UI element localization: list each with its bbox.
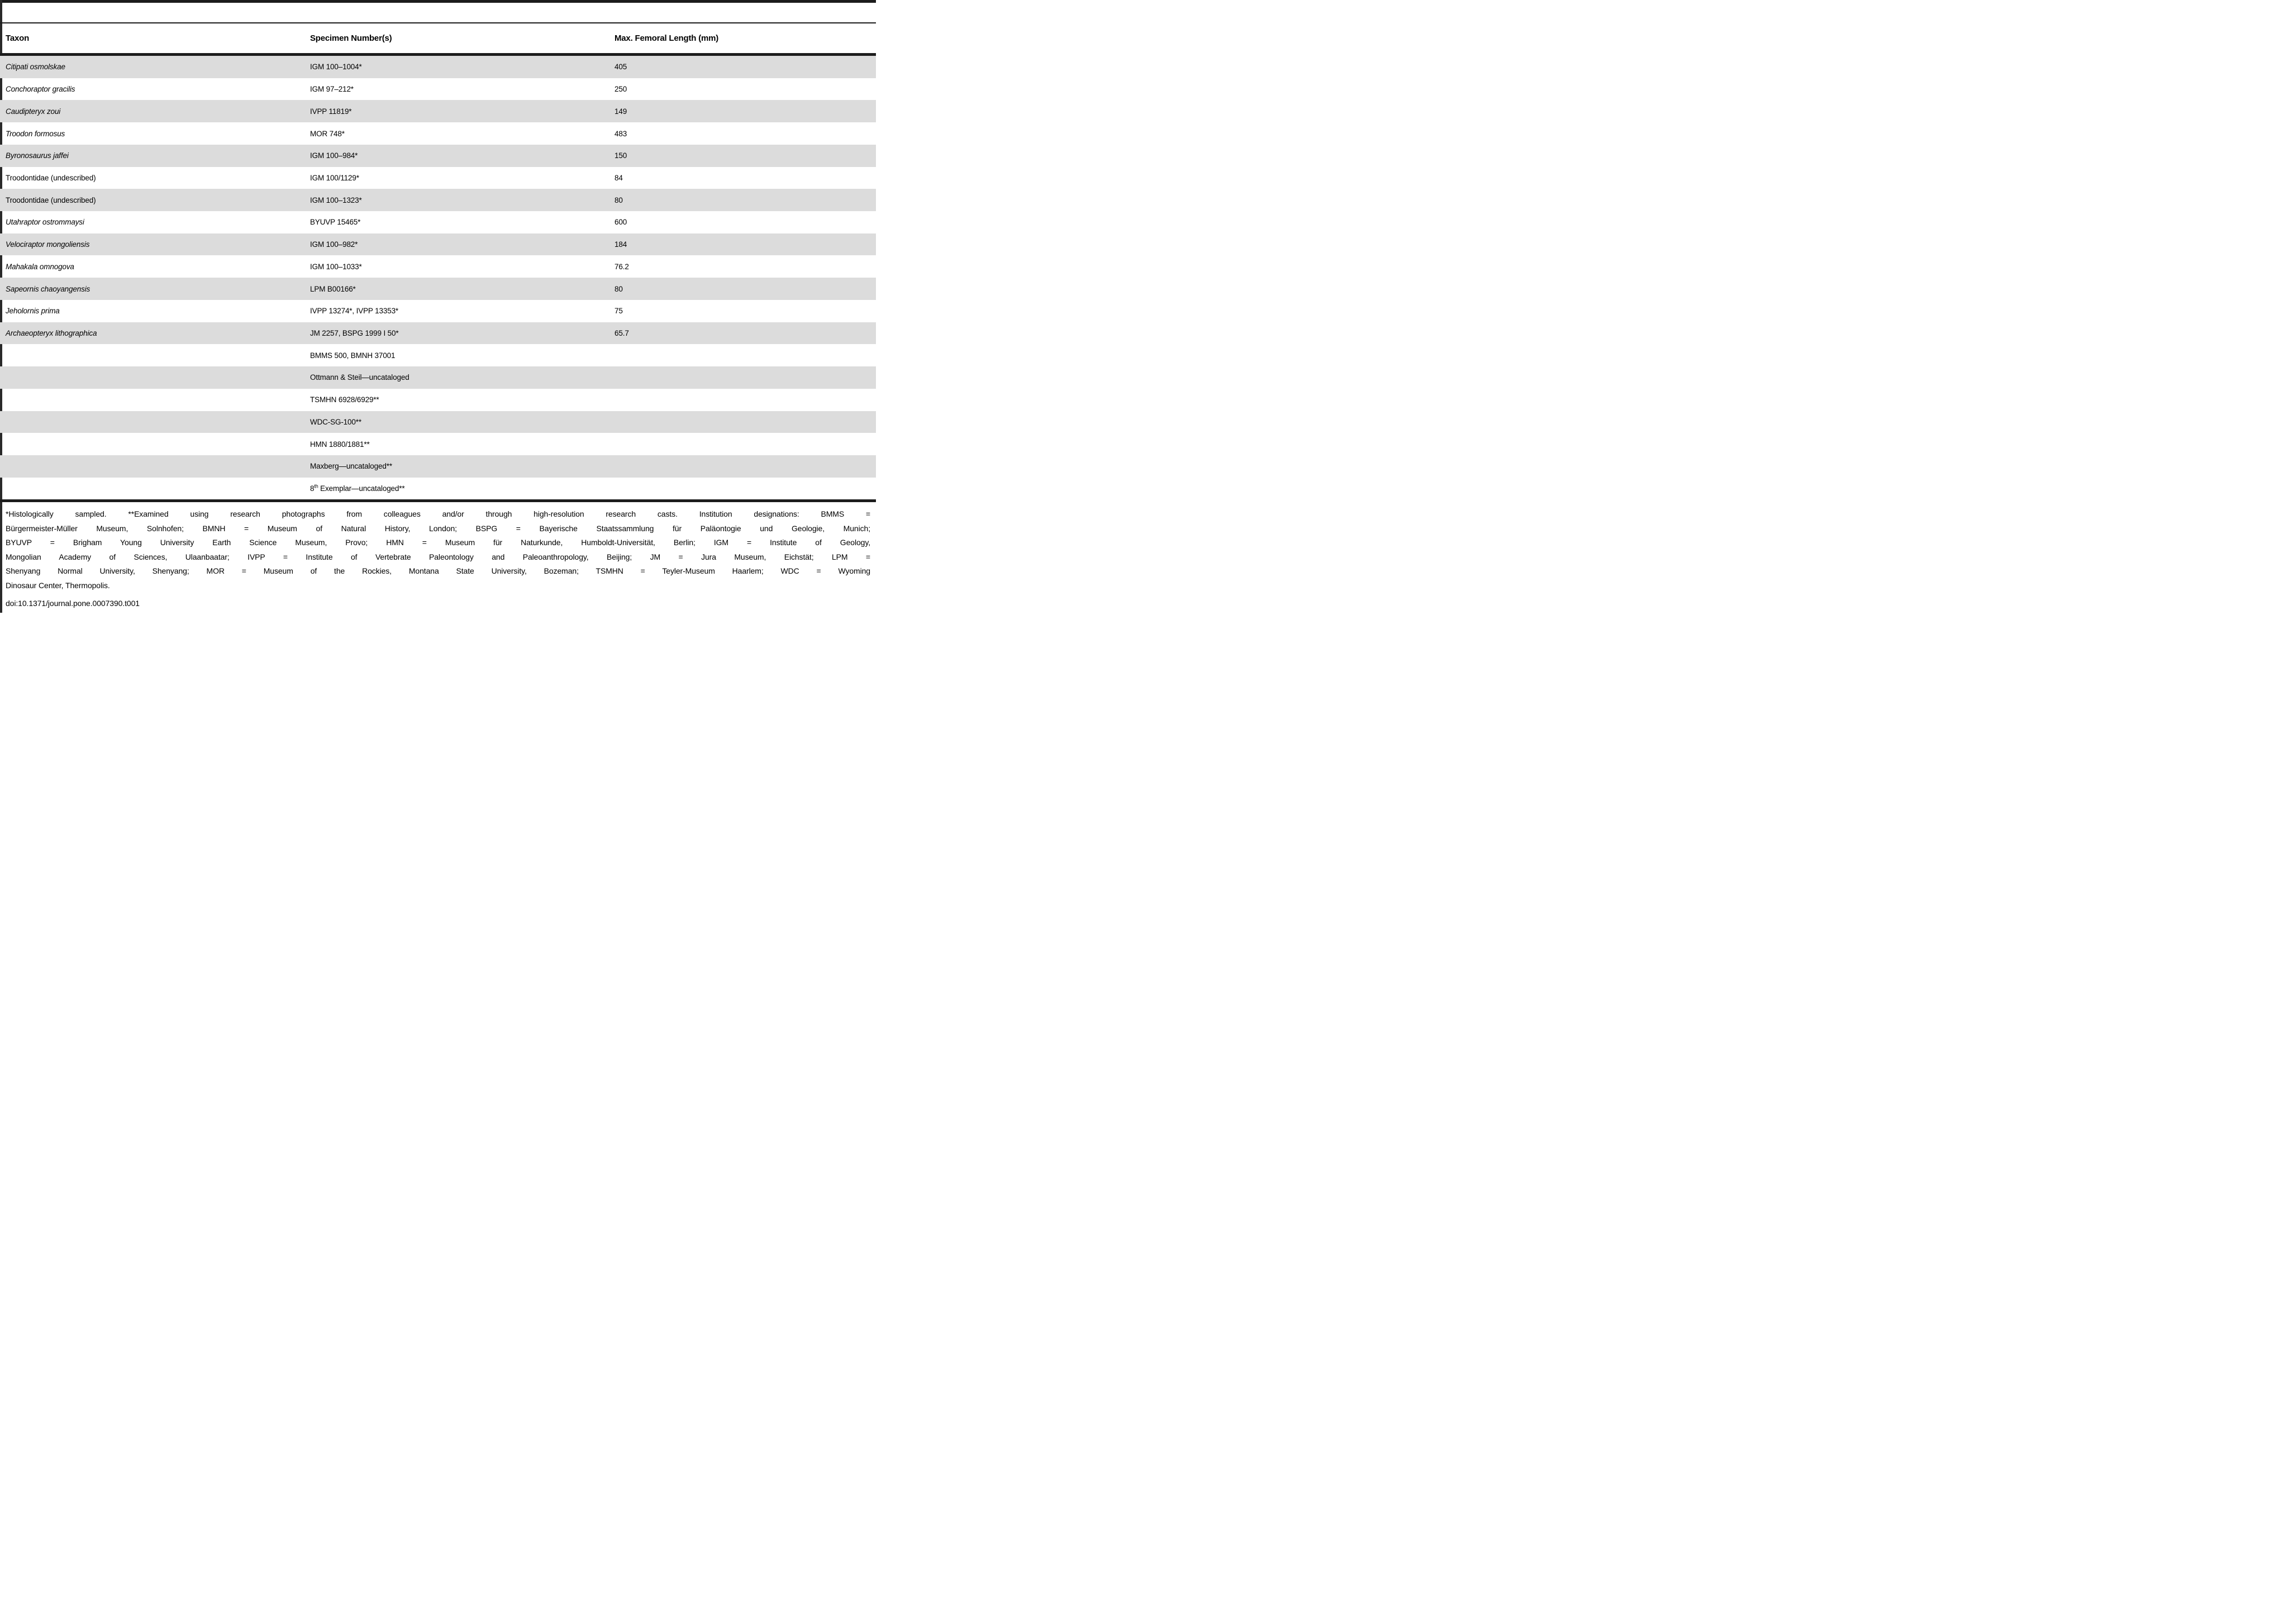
table-row — [0, 300, 876, 322]
footnote-line: *Histologically sampled. **Examined using research photographs from colleagues and/or through high-resolution research casts. Institution designations: BMMS = — [6, 509, 870, 518]
taxon-cell: Mahakala omnogova — [6, 262, 74, 271]
specimen-cell: HMN 1880/1881** — [310, 440, 370, 449]
table-row — [0, 278, 876, 300]
table-row — [0, 366, 876, 389]
specimen-cell: WDC-SG-100** — [310, 417, 361, 426]
specimen-cell: IGM 100–984* — [310, 151, 358, 160]
specimen-cell: JM 2257, BSPG 1999 I 50* — [310, 328, 399, 337]
table-row — [0, 455, 876, 478]
femoral-length-cell: 65.7 — [615, 328, 629, 337]
taxon-cell: Velociraptor mongoliensis — [6, 240, 90, 249]
specimen-cell: LPM B00166* — [310, 284, 356, 293]
footnote-text — [6, 507, 870, 593]
specimen-cell: IGM 100–1004* — [310, 63, 362, 71]
femoral-length-cell: 184 — [615, 240, 627, 249]
column-header-specimen: Specimen Number(s) — [310, 34, 392, 43]
taxon-cell: Byronosaurus jaffei — [6, 151, 69, 160]
femoral-length-cell: 75 — [615, 307, 623, 316]
taxon-cell: Sapeornis chaoyangensis — [6, 284, 90, 293]
table-row — [0, 478, 876, 500]
specimen-text: 8 — [310, 484, 315, 493]
specimen-cell — [310, 484, 615, 493]
specimen-cell: IGM 100–1323* — [310, 195, 362, 204]
table-row — [0, 233, 876, 256]
taxon-cell: Jeholornis prima — [6, 307, 60, 316]
femoral-length-cell: 405 — [615, 63, 627, 71]
specimen-cell: IGM 100–982* — [310, 240, 358, 249]
specimen-cell: BYUVP 15465* — [310, 218, 361, 227]
femoral-length-cell: 483 — [615, 129, 627, 138]
table-row — [0, 322, 876, 345]
table-row — [0, 389, 876, 411]
table-row — [0, 211, 876, 233]
specimen-cell: Maxberg—uncataloged** — [310, 462, 392, 471]
table-row — [0, 122, 876, 145]
table-bottom-rule — [0, 499, 876, 502]
table-row — [0, 100, 876, 122]
specimen-cell: IGM 100/1129* — [310, 173, 359, 182]
table-body — [0, 56, 876, 499]
taxon-cell: Troodontidae (undescribed) — [6, 195, 96, 204]
femoral-length-cell: 250 — [615, 85, 627, 94]
specimen-cell: BMMS 500, BMNH 37001 — [310, 351, 396, 360]
footnote-line: Shenyang Normal University, Shenyang; MOR = Museum of the Rockies, Montana State University, Bozeman; TSMHN = Teyler-Museum Haarlem; WDC = Wyoming — [6, 566, 870, 575]
taxon-cell: Archaeopteryx lithographica — [6, 328, 97, 337]
specimen-cell: IGM 100–1033* — [310, 262, 362, 271]
table-row — [0, 189, 876, 211]
table-row — [0, 255, 876, 278]
specimen-cell: MOR 748* — [310, 129, 345, 138]
taxon-cell: Troodon formosus — [6, 129, 65, 138]
table-row — [0, 145, 876, 167]
footnote-line: Bürgermeister-Müller Museum, Solnhofen; BMNH = Museum of Natural History, London; BSPG = Bayerische Staatssammlung für Paläontogie und Geologie, Munich; — [6, 523, 870, 533]
top-border — [0, 0, 876, 3]
footnote-line: BYUVP = Brigham Young University Earth Science Museum, Provo; HMN = Museum für Naturkunde, Humboldt-Universität, Berlin; IGM = Institute of Geology, — [6, 538, 870, 547]
column-header-taxon: Taxon — [6, 34, 30, 43]
specimen-cell: IVPP 11819* — [310, 107, 352, 116]
femoral-length-cell: 84 — [615, 173, 623, 182]
taxon-cell: Troodontidae (undescribed) — [6, 173, 96, 182]
table-row — [0, 344, 876, 366]
femoral-length-cell: 80 — [615, 195, 623, 204]
table-row — [0, 167, 876, 189]
footnote-line: Mongolian Academy of Sciences, Ulaanbaatar; IVPP = Institute of Vertebrate Paleontology and Paleoanthropology, Beijing; JM = Jura Museum, Eichstät; LPM = — [6, 552, 870, 561]
column-header-femoral-length: Max. Femoral Length (mm) — [615, 34, 719, 43]
specimen-text: Exemplar—uncataloged** — [318, 484, 405, 493]
femoral-length-cell: 150 — [615, 151, 627, 160]
specimen-cell: TSMHN 6928/6929** — [310, 395, 379, 404]
femoral-length-cell: 149 — [615, 107, 627, 116]
taxon-cell: Utahraptor ostrommaysi — [6, 218, 84, 227]
femoral-length-cell: 76.2 — [615, 262, 629, 271]
table-row — [0, 411, 876, 433]
specimen-cell: Ottmann & Steil—uncataloged — [310, 373, 409, 382]
table-page — [0, 0, 876, 613]
taxon-cell: Caudipteryx zoui — [6, 107, 61, 116]
specimen-cell: IGM 97–212* — [310, 85, 354, 94]
table-row — [0, 433, 876, 455]
taxon-cell: Citipati osmolskae — [6, 63, 65, 71]
femoral-length-cell: 80 — [615, 284, 623, 293]
table-row — [0, 78, 876, 101]
specimen-cell: IVPP 13274*, IVPP 13353* — [310, 307, 399, 316]
taxon-cell: Conchoraptor gracilis — [6, 85, 75, 94]
ordinal-superscript: th — [314, 484, 318, 489]
table-header — [0, 23, 876, 53]
doi-citation: doi:10.1371/journal.pone.0007390.t001 — [6, 599, 140, 608]
table-row — [0, 56, 876, 78]
femoral-length-cell: 600 — [615, 218, 627, 227]
footnote-line: Dinosaur Center, Thermopolis. — [6, 580, 110, 590]
table-header-row — [0, 23, 876, 53]
